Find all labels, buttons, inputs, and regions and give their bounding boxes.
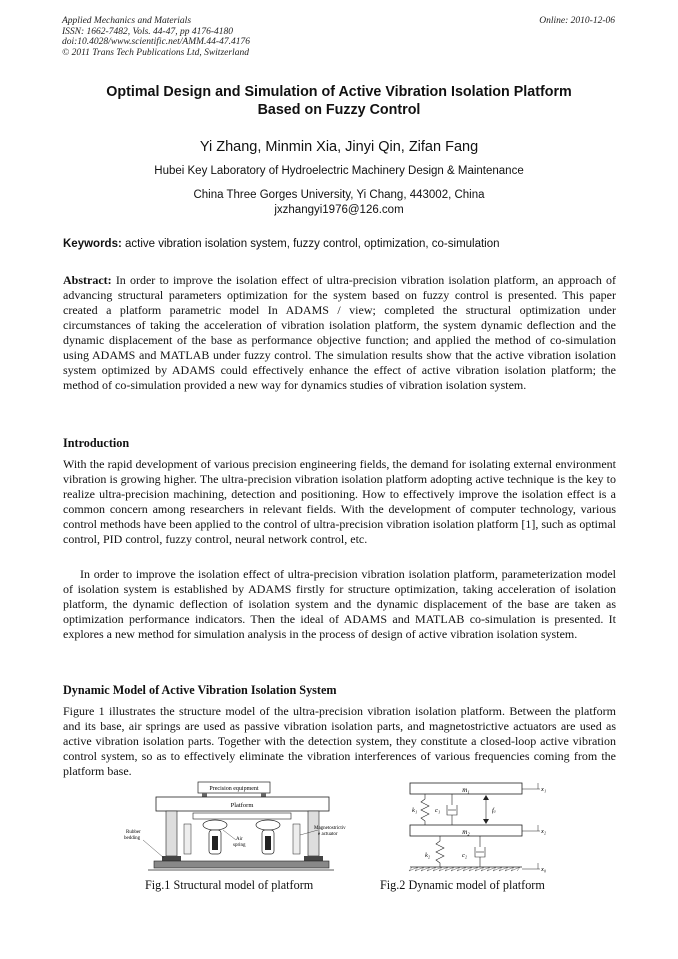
platform-base xyxy=(154,861,329,868)
label-m1: m₁ xyxy=(462,786,470,794)
label-fa: fₐ xyxy=(492,807,496,814)
label-m2: m₂ xyxy=(462,828,470,836)
rubber-pad-right xyxy=(304,856,323,861)
label-air-2: spring xyxy=(233,843,246,848)
spring-k2 xyxy=(436,836,444,867)
paper-title xyxy=(62,83,616,119)
intro-paragraph-1: With the rapid development of various precision engineering fields, the demand for isolating external environment vibration is growing higher. The ultra-precision vibration isolation platform adopting active technique is the key to realize ultra-precision machining, detection and positioning. How to effectively improve the isolation effect is a common concern among researchers in relevant fields. With the development of computer technology, various control methods have been applied to the control of ultra-precision vibration isolation platform [1], such as optimal control, PID control, fuzzy control, neural network control, etc. xyxy=(63,457,616,546)
leader-rubber xyxy=(143,840,164,858)
label-k2: k₂ xyxy=(425,852,431,859)
author-list: Yi Zhang, Minmin Xia, Jinyi Qin, Zifan Fang xyxy=(199,139,479,155)
doi-line: doi:10.4028/www.scientific.net/AMM.44-47.4176 xyxy=(62,37,250,47)
label-x0: x₀ xyxy=(541,866,547,873)
keywords xyxy=(63,237,617,252)
figure-2-dynamic-model xyxy=(392,781,547,877)
column-left xyxy=(184,824,191,854)
spring-k1 xyxy=(421,794,429,825)
section-heading-dynamic-model: Dynamic Model of Active Vibration Isolation System xyxy=(63,683,337,697)
abstract-label: Abstract: xyxy=(63,273,112,287)
label-c1: c₁ xyxy=(435,807,441,814)
ground-hatching xyxy=(409,867,520,871)
label-magneto-2: e actuator xyxy=(318,832,338,837)
issn-line: ISSN: 1662-7482, Vols. 44-47, pp 4176-4180 xyxy=(62,26,233,37)
equipment-foot-left xyxy=(202,793,207,797)
label-rubber-2: bedding xyxy=(124,836,141,841)
label-air-1: Air xyxy=(236,837,243,842)
label-x1: x₁ xyxy=(541,786,547,793)
section-heading-introduction: Introduction xyxy=(63,436,130,450)
post-left xyxy=(166,811,177,856)
affiliation-lab: Hubei Key Laboratory of Hydroelectric Machinery Design & Maintenance xyxy=(154,165,524,177)
abstract xyxy=(63,273,616,393)
inner-frame xyxy=(193,813,291,819)
online-date: Online: 2010-12-06 xyxy=(539,16,615,26)
label-c2: c₂ xyxy=(462,852,468,859)
journal-name: Applied Mechanics and Materials xyxy=(62,16,192,26)
figure-2-caption: Fig.2 Dynamic model of platform xyxy=(380,878,545,892)
equipment-foot-right xyxy=(261,793,266,797)
actuator-core-left xyxy=(212,836,218,850)
intro-paragraph-2: In order to improve the isolation effect of ultra-precision vibration isolation platform, parameterization model of isolation system is established by ADAMS firstly for structure optimization, taking acceleration of isolation platform, the dynamic deflection of isolation system and the dynamic displacement of the base are taken as optimization performance indicators. Then the ideal of ADAMS and MATLAB co-simulation is presented. It explores a new method for simulation analysis in the process of design of active vibration isolation system. xyxy=(63,567,616,641)
title-line-1: Optimal Design and Simulation of Active Vibration Isolation Platform xyxy=(106,84,572,100)
column-right xyxy=(293,824,300,854)
figure-1-caption: Fig.1 Structural model of platform xyxy=(145,878,314,892)
actuator-core-right xyxy=(265,836,271,850)
force-fa-arrow-up xyxy=(483,795,489,800)
air-spring-left xyxy=(203,820,227,830)
affiliation-university: China Three Gorges University, Yi Chang, 443002, China xyxy=(193,189,485,201)
label-precision-equipment: Precision equipment xyxy=(209,786,259,792)
air-spring-right xyxy=(256,820,280,830)
label-platform: Platform xyxy=(230,802,254,809)
label-x2: x₂ xyxy=(541,828,547,835)
label-rubber-1: Rubber xyxy=(126,830,141,835)
dynamic-model-paragraph: Figure 1 illustrates the structure model of the ultra-precision vibration isolation platform. Between the platform and its base, air springs are used as passive vibration isolation parts, and magnetostrictive actuators are used as active vibration isolation parts. Together with the detection system, they constitute a closed-loop active vibration control system, so as to effectively eliminate the vibration interferences of various frequencies coming from the platform base. xyxy=(63,704,616,778)
label-k1: k₁ xyxy=(412,807,418,814)
leader-air xyxy=(223,830,236,840)
force-fa-arrow-down xyxy=(483,819,489,824)
figure-1-structural-model xyxy=(118,780,350,876)
keywords-text: active vibration isolation system, fuzzy control, optimization, co-simulation xyxy=(121,238,500,250)
author-email: jxzhangyi1976@126.com xyxy=(274,204,404,216)
title-line-2: Based on Fuzzy Control xyxy=(257,102,421,118)
journal-header xyxy=(62,16,250,58)
label-magneto-1: Magnetostrictiv xyxy=(314,826,346,831)
keywords-label: Keywords: xyxy=(63,238,122,250)
copyright-line: © 2011 Trans Tech Publications Ltd, Switzerland xyxy=(62,47,249,58)
abstract-text: In order to improve the isolation effect of ultra-precision vibration isolation platform, an approach of advancing structural parameters optimization for the system based on fuzzy control is presented. This paper created a platform parametric model In ADAMS / view; completed the structural optimization under circumstances of taking the acceleration of vibration isolation platform, the system dynamic deflection and the dynamic displacement of the base as performance objective function; and applied the method of co-simulation using ADAMS and MATLAB under fuzzy control. The simulation results show that the active vibration isolation system optimized by ADAMS could effectively enhance the effect of active vibration isolation platform; the method of co-simulation provided a new way for dynamics studies of vibration isolation system. xyxy=(63,273,616,392)
rubber-pad-left xyxy=(162,856,181,861)
